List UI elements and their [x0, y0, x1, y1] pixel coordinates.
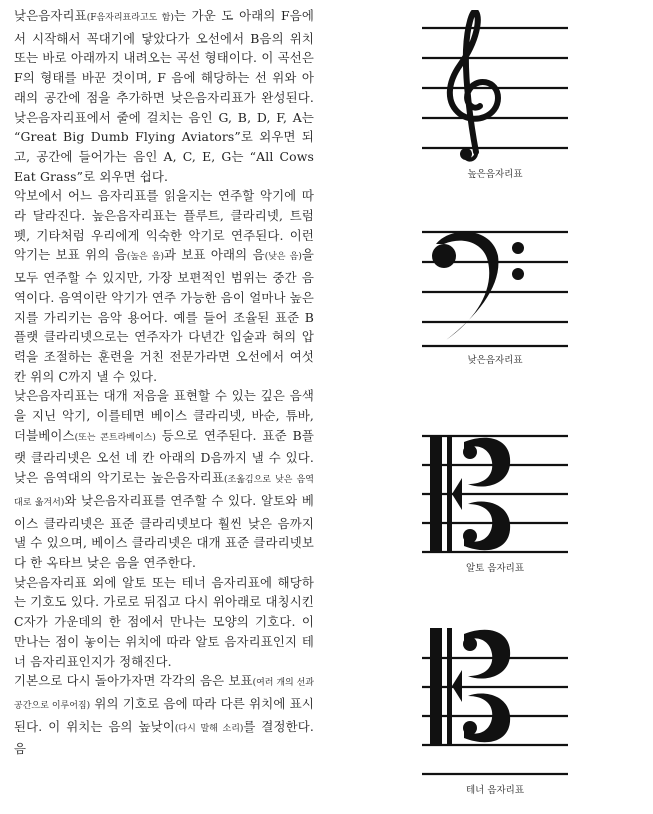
paragraph-text: 는 가운 도 아래의 F음에서 시작해서 꼭대기에 닿았다가 오선에서 B음의 위치 또는 바로 아래까지 내려오는 곡선 형태이다. 이 곡선은 F의 형태를 바꾼 것이며, F 음에 해당하는 선 위와 아래의 공간에 점을 추가하면 낮은음자리표가 완성된다. 낮은음자리표에서 줄에 걸치는 음인 G, B, D, F, A는 “Great Big Dumb Flying Aviators”로 외우면 되고, 공간에 들어가는 음인 A, C, E, G는 “All Cows Eat Grass”로 외우면 쉽다.: [14, 8, 314, 184]
paragraph-text: 과 보표 아래의 음: [164, 247, 265, 263]
paragraph: [14, 6, 314, 186]
paragraph-text: 을 모두 연주할 수 있지만, 가장 보편적인 범위는 중간 음역이다. 음역이란 악기가 연주 가능한 음이 얼마나 높은지를 가리키는 음악 용어다. 예를 들어 조율된 표준 B플랫 클라리넷으로는 연주자가 다년간 입술과 혀의 압력을 조절하는 훈련을 거친 전문가라면 오선에서 여섯 칸 위의 C까지 낼 수 있다.: [14, 247, 314, 384]
treble-clef-figure: [420, 10, 570, 180]
parenthetical-note: (여러 개의 선과 공간으로 이루어짐): [14, 678, 314, 711]
tenor-staff: [420, 624, 570, 778]
paragraph-text: 낮은음자리표는 대개 저음을 표현할 수 있는 깊은 음색을 지닌 악기, 이를테면 베이스 클라리넷, 바순, 튜바, 더블베이스: [14, 388, 314, 443]
parenthetical-note: (낮은 음): [264, 252, 302, 263]
paragraph-text: 낮은음자리표 외에 알토 또는 테너 음자리표에 해당하는 기호도 있다. 가로로 뒤집고 다시 위아래로 대칭시킨 C자가 가운데의 한 점에서 만나는 모양의 기호다. 이 만나는 점이 놓이는 위치에 따라 알토 음자리표인지 테너 음자리표인지가 정해진다.: [14, 574, 314, 669]
treble-clef-caption: 높은음자리표: [467, 169, 523, 180]
paragraph-text: 낮은음자리표: [14, 8, 87, 23]
paragraph: [14, 573, 314, 672]
paragraph: [14, 186, 314, 386]
paragraph-text: 악보에서 어느 음자리표를 읽을지는 연주할 악기에 따라 달라진다. 높은음자리표는 플루트, 클라리넷, 트럼펫, 기타처럼 우리에게 익숙한 악기로 연주된다. 이런 악기는 보표 위의 음: [14, 188, 314, 263]
bass-clef-icon: [432, 232, 524, 340]
paragraph: [14, 386, 314, 572]
paragraph-text: 기본으로 다시 돌아가자면 각각의 음은 보표: [14, 673, 253, 689]
alto-clef-caption: 알토 음자리표: [465, 563, 525, 574]
bass-staff: [420, 222, 570, 348]
alto-clef-figure: [420, 432, 570, 574]
paragraph-text: 위의 기호로 음에 따라 다른 위치에 표시된다. 이 위치는 음의 높낮이: [14, 695, 314, 734]
bass-clef-caption: 낮은음자리표: [467, 355, 523, 366]
parenthetical-note: (높은 음): [126, 252, 164, 263]
parenthetical-note: (또는 콘트라베이스): [74, 432, 156, 443]
alto-staff: [420, 432, 570, 556]
parenthetical-note: (조옮김으로 낮은 음역대로 옮겨서): [14, 475, 314, 508]
parenthetical-note: (F음자리표라고도 함): [86, 13, 174, 23]
paragraph-text: 를 결정한다. 음: [14, 718, 314, 757]
treble-clef-icon: [450, 11, 498, 159]
treble-staff: [420, 10, 570, 162]
tenor-clef-caption: 테너 음자리표: [465, 785, 525, 796]
bass-clef-figure: [420, 222, 570, 366]
paragraph-text: 등으로 연주된다. 표준 B플랫 클라리넷은 오선 네 칸 아래의 D음까지 낼 수 있다. 낮은 음역대의 악기로는 높은음자리표: [14, 427, 314, 486]
paragraph: [14, 671, 314, 759]
paragraph-text: 와 낮은음자리표를 연주할 수 있다. 알토와 베이스 클라리넷은 표준 클라리넷보다 훨씬 낮은 음까지 낼 수 있으며, 베이스 클라리넷은 대개 표준 클라리넷보다 한 옥타브 낮은 음을 연주한다.: [14, 492, 314, 570]
article-text: [14, 6, 314, 759]
tenor-clef-figure: [420, 624, 570, 796]
parenthetical-note: (다시 말해 소리): [174, 723, 244, 734]
